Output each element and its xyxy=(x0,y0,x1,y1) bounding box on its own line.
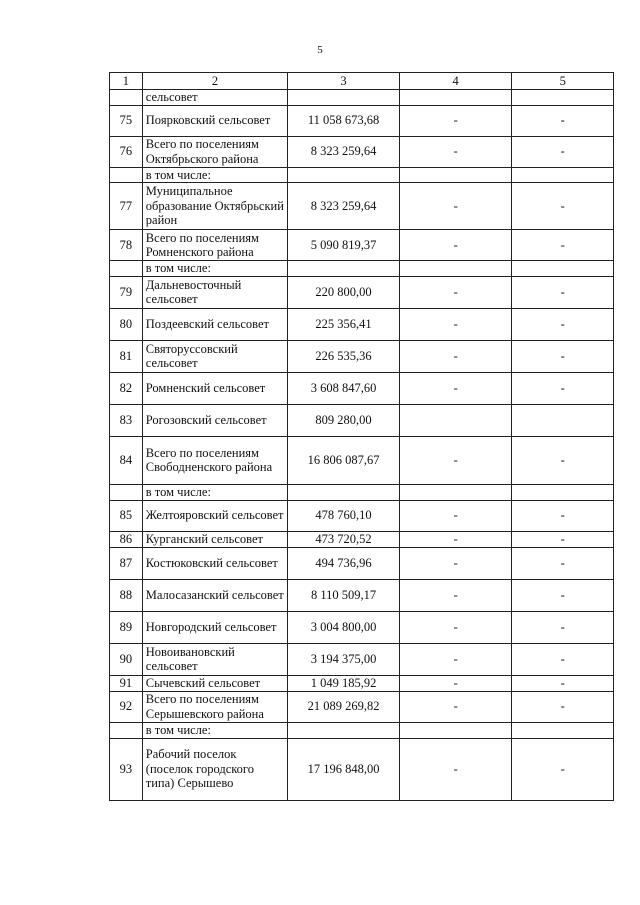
col-4-cell: - xyxy=(399,691,511,722)
col-4-cell: - xyxy=(399,340,511,372)
row-number-cell: 81 xyxy=(110,340,143,372)
table-row xyxy=(110,722,614,738)
col-5-cell xyxy=(512,90,614,106)
amount-cell: 17 196 848,00 xyxy=(288,738,400,800)
amount-cell xyxy=(288,261,400,277)
row-number-cell: 75 xyxy=(110,105,143,136)
col-5-cell: - xyxy=(512,105,614,136)
col-4-cell: - xyxy=(399,531,511,547)
table-row xyxy=(110,531,614,547)
amount-cell: 478 760,10 xyxy=(288,500,400,531)
col-5-cell xyxy=(512,167,614,183)
table-row xyxy=(110,579,614,611)
settlement-name-cell: Всего по поселениям Октябрьского района xyxy=(142,136,287,167)
row-number-cell: 79 xyxy=(110,276,143,308)
amount-cell: 8 110 509,17 xyxy=(288,579,400,611)
settlement-name-cell: в том числе: xyxy=(142,484,287,500)
settlement-name-cell: Желтояровский сельсовет xyxy=(142,500,287,531)
amount-cell: 3 004 800,00 xyxy=(288,611,400,643)
col-5-cell: - xyxy=(512,308,614,340)
col-4-cell: - xyxy=(399,136,511,167)
col-4-cell: - xyxy=(399,230,511,261)
amount-cell xyxy=(288,484,400,500)
table-row xyxy=(110,276,614,308)
col-4-cell: - xyxy=(399,372,511,404)
amount-cell: 494 736,96 xyxy=(288,547,400,579)
page-number: 5 xyxy=(317,44,323,56)
col-4-cell: - xyxy=(399,308,511,340)
row-number-cell: 89 xyxy=(110,611,143,643)
table-row xyxy=(110,167,614,183)
amount-cell: 8 323 259,64 xyxy=(288,136,400,167)
table-row xyxy=(110,340,614,372)
col-5-cell: - xyxy=(512,340,614,372)
table-row xyxy=(110,136,614,167)
col-4-cell: - xyxy=(399,643,511,675)
table-row xyxy=(110,738,614,800)
row-number-cell: 88 xyxy=(110,579,143,611)
amount-cell: 225 356,41 xyxy=(288,308,400,340)
col-4-cell: - xyxy=(399,547,511,579)
row-number-cell: 91 xyxy=(110,675,143,691)
table-row xyxy=(110,230,614,261)
amount-cell: 1 049 185,92 xyxy=(288,675,400,691)
table-row xyxy=(110,308,614,340)
amount-cell xyxy=(288,167,400,183)
table-row xyxy=(110,547,614,579)
settlement-name-cell: Всего по поселениям Серышевского района xyxy=(142,691,287,722)
row-number-cell: 93 xyxy=(110,738,143,800)
row-number-cell xyxy=(110,722,143,738)
amount-cell: 226 535,36 xyxy=(288,340,400,372)
row-number-cell: 78 xyxy=(110,230,143,261)
col-5-cell: - xyxy=(512,643,614,675)
amount-cell: 809 280,00 xyxy=(288,404,400,436)
col-4-cell xyxy=(399,404,511,436)
row-number-cell: 90 xyxy=(110,643,143,675)
header-col-3: 3 xyxy=(288,73,400,90)
settlement-name-cell: Дальневосточный сельсовет xyxy=(142,276,287,308)
col-4-cell: - xyxy=(399,611,511,643)
budget-table xyxy=(109,72,614,801)
header-col-2: 2 xyxy=(142,73,287,90)
col-5-cell: - xyxy=(512,547,614,579)
table-row xyxy=(110,500,614,531)
row-number-cell: 76 xyxy=(110,136,143,167)
header-col-4: 4 xyxy=(399,73,511,90)
row-number-cell: 87 xyxy=(110,547,143,579)
row-number-cell: 84 xyxy=(110,436,143,484)
settlement-name-cell: Сычевский сельсовет xyxy=(142,675,287,691)
col-5-cell xyxy=(512,484,614,500)
row-number-cell: 77 xyxy=(110,183,143,230)
col-5-cell: - xyxy=(512,691,614,722)
table-row xyxy=(110,404,614,436)
table-row xyxy=(110,691,614,722)
settlement-name-cell: Муниципальное образование Октябрьский район xyxy=(142,183,287,230)
settlement-name-cell: Курганский сельсовет xyxy=(142,531,287,547)
row-number-cell: 92 xyxy=(110,691,143,722)
settlement-name-cell: Поздеевский сельсовет xyxy=(142,308,287,340)
table-row xyxy=(110,372,614,404)
settlement-name-cell: Ромненский сельсовет xyxy=(142,372,287,404)
row-number-cell xyxy=(110,90,143,106)
settlement-name-cell: в том числе: xyxy=(142,167,287,183)
col-4-cell: - xyxy=(399,436,511,484)
col-5-cell: - xyxy=(512,230,614,261)
table-row xyxy=(110,675,614,691)
col-4-cell xyxy=(399,722,511,738)
amount-cell xyxy=(288,722,400,738)
amount-cell: 5 090 819,37 xyxy=(288,230,400,261)
table-row xyxy=(110,436,614,484)
amount-cell: 3 194 375,00 xyxy=(288,643,400,675)
col-4-cell: - xyxy=(399,105,511,136)
amount-cell: 3 608 847,60 xyxy=(288,372,400,404)
table-row xyxy=(110,643,614,675)
col-5-cell: - xyxy=(512,531,614,547)
settlement-name-cell: Святоруссовский сельсовет xyxy=(142,340,287,372)
col-4-cell xyxy=(399,167,511,183)
settlement-name-cell: Костюковский сельсовет xyxy=(142,547,287,579)
col-5-cell: - xyxy=(512,183,614,230)
col-5-cell: - xyxy=(512,738,614,800)
settlement-name-cell: Поярковский сельсовет xyxy=(142,105,287,136)
col-5-cell: - xyxy=(512,675,614,691)
amount-cell: 473 720,52 xyxy=(288,531,400,547)
col-5-cell: - xyxy=(512,136,614,167)
col-4-cell: - xyxy=(399,738,511,800)
settlement-name-cell: Рогозовский сельсовет xyxy=(142,404,287,436)
row-number-cell xyxy=(110,261,143,277)
col-5-cell: - xyxy=(512,436,614,484)
table-header-row xyxy=(110,73,614,90)
row-number-cell: 80 xyxy=(110,308,143,340)
table-row xyxy=(110,183,614,230)
col-5-cell: - xyxy=(512,276,614,308)
amount-cell: 16 806 087,67 xyxy=(288,436,400,484)
col-4-cell: - xyxy=(399,500,511,531)
settlement-name-cell: Новоивановский сельсовет xyxy=(142,643,287,675)
table-row xyxy=(110,105,614,136)
col-4-cell: - xyxy=(399,183,511,230)
row-number-cell: 85 xyxy=(110,500,143,531)
amount-cell: 11 058 673,68 xyxy=(288,105,400,136)
settlement-name-cell: сельсовет xyxy=(142,90,287,106)
row-number-cell: 86 xyxy=(110,531,143,547)
col-5-cell xyxy=(512,722,614,738)
amount-cell: 21 089 269,82 xyxy=(288,691,400,722)
col-4-cell xyxy=(399,90,511,106)
col-5-cell: - xyxy=(512,579,614,611)
amount-cell: 220 800,00 xyxy=(288,276,400,308)
header-col-5: 5 xyxy=(512,73,614,90)
settlement-name-cell: Всего по поселениям Свободненского района xyxy=(142,436,287,484)
settlement-name-cell: Рабочий поселок (поселок городского типа) Серышево xyxy=(142,738,287,800)
col-4-cell: - xyxy=(399,675,511,691)
col-5-cell: - xyxy=(512,611,614,643)
table-row xyxy=(110,611,614,643)
col-4-cell: - xyxy=(399,276,511,308)
table-row xyxy=(110,90,614,106)
settlement-name-cell: Всего по поселениям Ромненского района xyxy=(142,230,287,261)
row-number-cell xyxy=(110,484,143,500)
row-number-cell: 83 xyxy=(110,404,143,436)
settlement-name-cell: Новгородский сельсовет xyxy=(142,611,287,643)
amount-cell: 8 323 259,64 xyxy=(288,183,400,230)
row-number-cell: 82 xyxy=(110,372,143,404)
col-5-cell: - xyxy=(512,500,614,531)
col-4-cell xyxy=(399,261,511,277)
row-number-cell xyxy=(110,167,143,183)
header-col-1: 1 xyxy=(110,73,143,90)
amount-cell xyxy=(288,90,400,106)
table-row xyxy=(110,484,614,500)
col-4-cell xyxy=(399,484,511,500)
col-5-cell xyxy=(512,261,614,277)
settlement-name-cell: Малосазанский сельсовет xyxy=(142,579,287,611)
col-5-cell: - xyxy=(512,372,614,404)
col-4-cell: - xyxy=(399,579,511,611)
settlement-name-cell: в том числе: xyxy=(142,261,287,277)
table-row xyxy=(110,261,614,277)
settlement-name-cell: в том числе: xyxy=(142,722,287,738)
col-5-cell xyxy=(512,404,614,436)
